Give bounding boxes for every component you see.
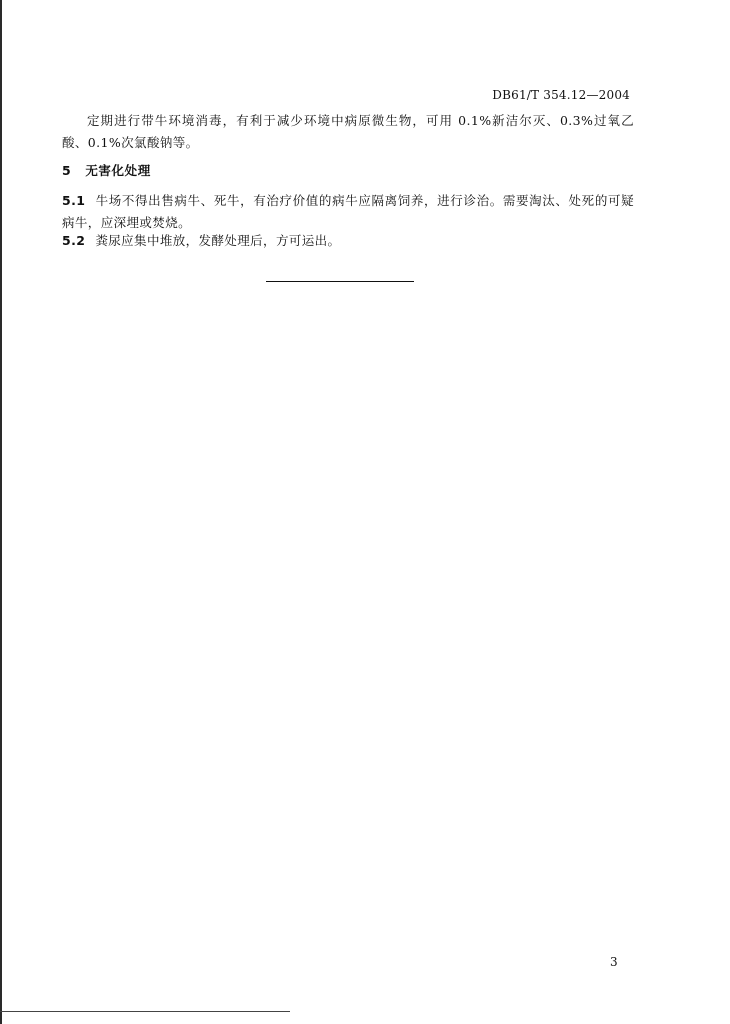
section-number: 5: [62, 163, 72, 178]
clause-number: 5.2: [62, 233, 86, 248]
document-code: DB61/T 354.12—2004: [492, 88, 630, 102]
section-heading: [62, 161, 151, 179]
clause-5-2: [62, 230, 634, 252]
clause-text: 粪尿应集中堆放，发酵处理后，方可运出。: [95, 233, 341, 248]
page-number: 3: [610, 955, 618, 969]
clause-5-1: [62, 190, 634, 234]
clause-number: 5.1: [62, 193, 86, 208]
end-of-standard-rule: [266, 281, 414, 282]
continuation-paragraph: 定期进行带牛环境消毒，有利于减少环境中病原微生物，可用 0.1%新洁尔灭、0.3%过氧乙酸、0.1%次氯酸钠等。: [62, 113, 634, 150]
scan-bottom-edge: [0, 1011, 290, 1012]
section-title: 无害化处理: [85, 163, 151, 178]
scan-left-edge: [0, 0, 2, 1024]
clause-text: 牛场不得出售病牛、死牛，有治疗价值的病牛应隔离饲养，进行诊治。需要淘汰、处死的可疑病牛，应深埋或焚烧。: [62, 193, 634, 230]
